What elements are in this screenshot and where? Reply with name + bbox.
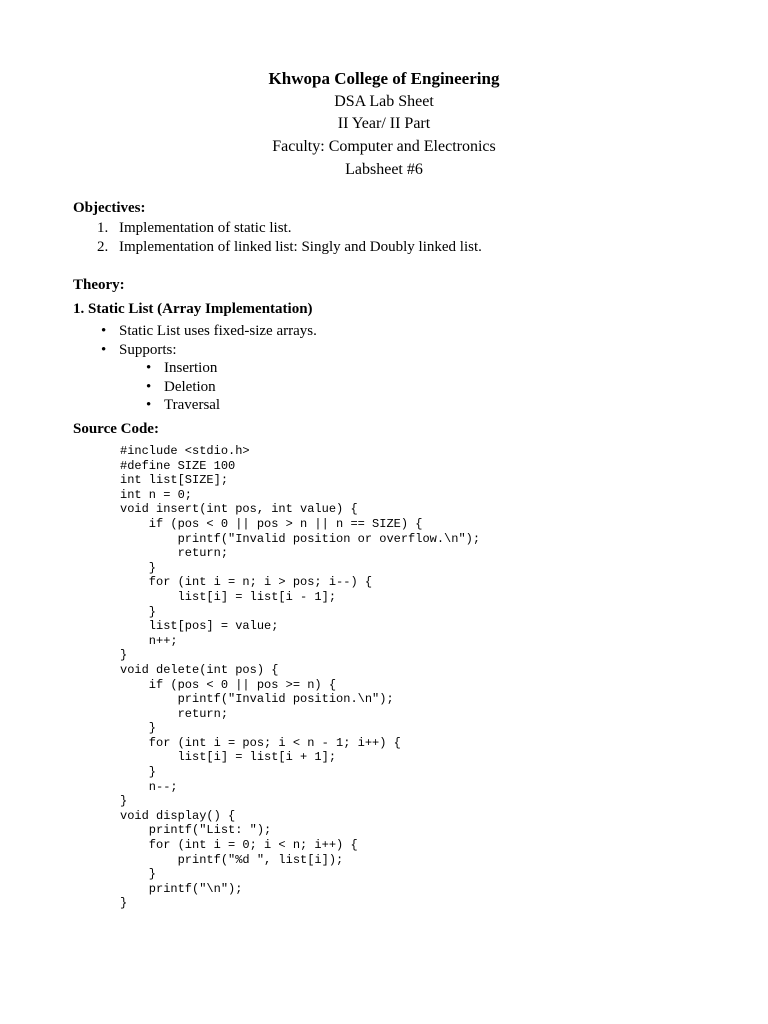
- code-block: #include <stdio.h> #define SIZE 100 int list[SIZE]; int n = 0; void insert(int pos, int value) { if (pos < 0 || pos > n || n == SIZE) { printf("Invalid position or overflow.\n"); return; } for (int i = n; i > pos; i--) { list[i] = list[i - 1]; } list[pos] = value; n++; } void delete(int pos) { if (pos < 0 || pos >= n) { printf("Invalid position.\n"); return; } for (int i = pos; i < n - 1; i++) { list[i] = list[i + 1]; } n--; } void display() { printf("List: "); for (int i = 0; i < n; i++) { printf("%d ", list[i]); } printf("\n"); }: [120, 444, 481, 911]
- objectives-list: [97, 219, 482, 257]
- list-item: • Deletion: [146, 378, 216, 395]
- bullet-icon: •: [146, 397, 152, 413]
- theory-heading: Theory:: [73, 277, 125, 293]
- static-list-heading: 1. Static List (Array Implementation): [73, 301, 313, 317]
- year-part: II Year/ II Part: [337, 115, 431, 133]
- labsheet-number: Labsheet #6: [345, 160, 423, 178]
- sheet-title: DSA Lab Sheet: [334, 92, 434, 110]
- list-item: • Static List uses fixed-size arrays.: [101, 323, 317, 339]
- list-item: 1. Implementation of static list.: [97, 220, 292, 236]
- list-item: • Supports:: [101, 341, 177, 358]
- document-header: [0, 68, 768, 182]
- list-item: • Insertion: [146, 360, 218, 376]
- list-item: 2. Implementation of linked list: Singly and Doubly linked list.: [97, 239, 482, 255]
- list-item: • Traversal: [146, 397, 221, 413]
- faculty-line: Faculty: Computer and Electronics: [272, 138, 496, 156]
- bullet-icon: •: [101, 341, 107, 358]
- college-name: Khwopa College of Engineering: [268, 69, 500, 88]
- source-code-heading: Source Code:: [73, 421, 159, 437]
- bullet-icon: •: [101, 323, 107, 339]
- operations-sub-list: [146, 359, 220, 415]
- bullet-icon: •: [146, 360, 152, 376]
- objectives-heading: Objectives:: [73, 200, 146, 216]
- theory-bullet-list: [101, 322, 317, 359]
- bullet-icon: •: [146, 378, 152, 395]
